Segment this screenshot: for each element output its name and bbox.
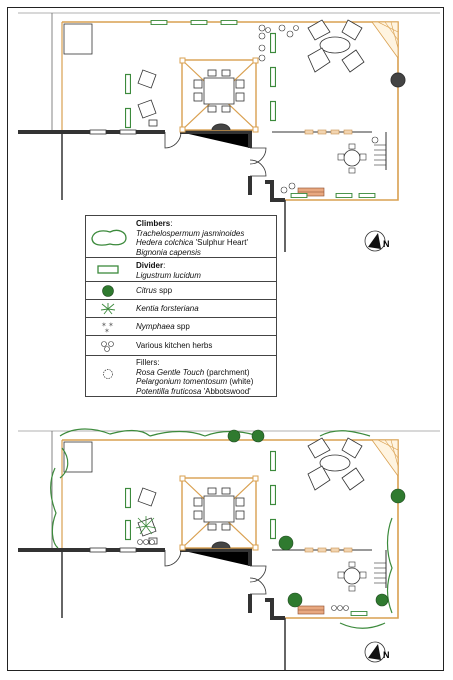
legend-herbs: Various kitchen herbs bbox=[136, 341, 213, 350]
legend-nymphaea-suffix: spp bbox=[174, 322, 190, 331]
legend-climbers-heading: Climbers bbox=[136, 219, 171, 228]
legend-divider-plant: Ligustrum lucidum bbox=[136, 270, 201, 280]
nymphaea-symbol bbox=[86, 318, 130, 335]
filler-symbol bbox=[86, 356, 130, 396]
svg-text:✶: ✶ bbox=[101, 321, 107, 329]
legend-filler-1: Rosa Gentle Touch bbox=[136, 367, 205, 377]
legend-row-kentia bbox=[86, 300, 276, 318]
legend-filler-3-suffix: 'Abbotswood' bbox=[201, 386, 251, 396]
legend-climber-2: Hedera colchica bbox=[136, 238, 194, 247]
legend-row-nymphaea bbox=[86, 318, 276, 336]
citrus-pot bbox=[391, 73, 405, 87]
kentia-symbol bbox=[86, 300, 130, 317]
legend-citrus: Citrus bbox=[136, 286, 157, 295]
legend-climber-3: Bignonia capensis bbox=[136, 247, 201, 257]
legend-divider-heading: Divider bbox=[136, 261, 164, 270]
legend-row-herbs bbox=[86, 336, 276, 356]
compass-bottom-label: N bbox=[383, 650, 390, 660]
legend-filler-2-suffix: (white) bbox=[227, 377, 254, 386]
climber-symbol bbox=[86, 216, 130, 257]
plan-proposed bbox=[18, 429, 440, 670]
legend-nymphaea: Nymphaea bbox=[136, 322, 175, 331]
legend-row-divider: Divider: Ligustrum lucidum bbox=[86, 258, 276, 282]
legend-filler-2: Pelargonium tomentosum bbox=[136, 377, 228, 386]
legend-fillers-heading: Fillers: bbox=[136, 358, 160, 367]
plant-legend bbox=[85, 215, 277, 397]
legend-row-fillers bbox=[86, 356, 276, 396]
legend-citrus-suffix: spp bbox=[156, 286, 173, 295]
citrus-symbol bbox=[86, 282, 130, 299]
compass-top bbox=[365, 231, 385, 251]
legend-row-citrus bbox=[86, 282, 276, 300]
svg-text:✶: ✶ bbox=[104, 327, 110, 335]
legend-climber-1: Trachelospermum jasminoides bbox=[136, 228, 245, 238]
compass-top-label: N bbox=[383, 239, 390, 249]
legend-filler-1-suffix: (parchment) bbox=[204, 367, 250, 377]
legend-filler-3: Potentilla fruticosa bbox=[136, 386, 202, 396]
svg-text:✶: ✶ bbox=[108, 321, 114, 329]
legend-row-climbers: Climbers: Trachelospermum jasminoides Hedera colchica 'Sulphur Heart' Bignonia capensis bbox=[86, 216, 276, 258]
compass-bottom bbox=[365, 642, 385, 662]
divider-symbol bbox=[86, 258, 130, 281]
herbs-symbol bbox=[86, 336, 130, 355]
divider-hedges bbox=[126, 452, 367, 616]
legend-kentia: Kentia forsteriana bbox=[136, 304, 199, 313]
legend-climber-2-suffix: 'Sulphur Heart' bbox=[193, 238, 249, 247]
